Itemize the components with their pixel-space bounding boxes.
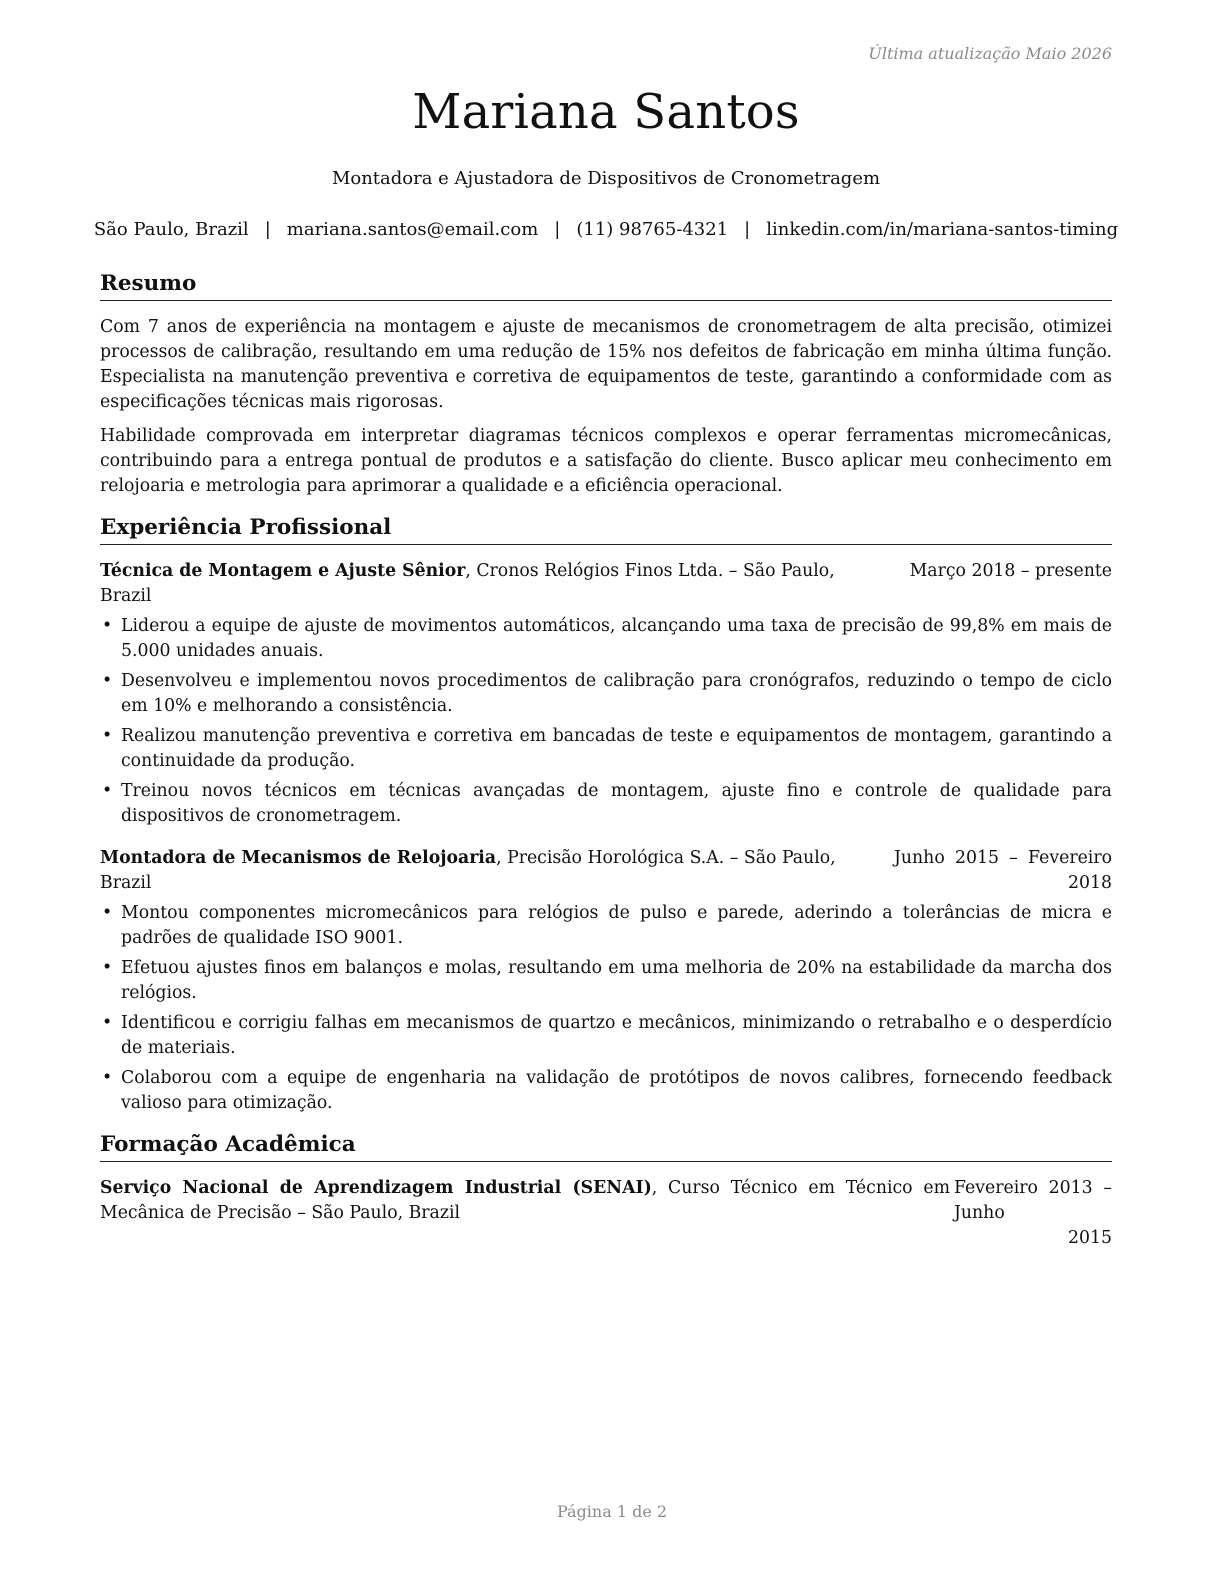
list-item	[100, 669, 1112, 719]
bullet-text: Montou componentes micromecânicos para relógios de pulso e parede, aderindo a tolerâncias de micra e padrões de qualidade ISO 9001.	[121, 903, 1112, 948]
bullet-icon: •	[102, 726, 113, 746]
list-item	[100, 1011, 1112, 1061]
section-heading-education: Formação Acadêmica	[100, 1130, 1112, 1162]
bullet-icon: •	[102, 1013, 113, 1033]
bullet-text: Desenvolveu e implementou novos procedimentos de calibração para cronógrafos, reduzindo o tempo de ciclo em 10% e melhorando a consistência.	[121, 671, 1112, 716]
bullet-text: Colaborou com a equipe de engenharia na validação de protótipos de novos calibres, fornecendo feedback valioso para otimização.	[121, 1068, 1112, 1113]
last-updated: Última atualização Maio 2026	[868, 44, 1112, 63]
job-header	[100, 559, 1112, 609]
list-item	[100, 614, 1112, 664]
education-dates	[950, 1176, 1112, 1251]
job-bullets	[100, 901, 1112, 1116]
education-section	[100, 1130, 1112, 1251]
summary-paragraph: Com 7 anos de experiência na montagem e ajuste de mecanismos de cronometragem de alta precisão, otimizei processos de calibração, resultando em uma redução de 15% nos defeitos de fabricação em minha última função. Especialista na manutenção preventiva e corretiva de equipamentos de teste, garantindo a conformidade com as especificações técnicas mais rigorosas.	[100, 317, 1112, 412]
bullet-text: Realizou manutenção preventiva e corretiva em bancadas de teste e equipamentos de montagem, garantindo a continuidade da produção.	[121, 726, 1112, 771]
education-dates-year: 2015	[1068, 1228, 1112, 1248]
list-item	[100, 901, 1112, 951]
contact-linkedin[interactable]: linkedin.com/in/mariana-santos-timing	[766, 219, 1119, 240]
bullet-icon: •	[102, 671, 113, 691]
job-entry	[100, 846, 1112, 1116]
resume-page	[93, 0, 1119, 1584]
bullet-icon: •	[102, 616, 113, 636]
education-dates-line: Fevereiro 2013 – Junho	[954, 1178, 1112, 1223]
job-title-line	[100, 559, 870, 609]
job-bullets	[100, 614, 1112, 829]
education-program: , Curso Técnico em Técnico em Mecânica de Precisão – São Paulo, Brazil	[100, 1178, 950, 1223]
page-number: Página 1 de 2	[556, 1502, 668, 1521]
job-company: , Precisão Horológica S.A. – São Paulo, Brazil	[100, 848, 836, 893]
experience-section	[100, 513, 1112, 1116]
list-item	[100, 779, 1112, 829]
job-company: , Cronos Relógios Finos Ltda. – São Paulo, Brazil	[100, 561, 835, 606]
bullet-icon: •	[102, 781, 113, 801]
bullet-text: Liderou a equipe de ajuste de movimentos automáticos, alcançando uma taxa de precisão de 99,8% em mais de 5.000 unidades anuais.	[121, 616, 1112, 661]
job-header	[100, 846, 1112, 896]
job-dates: Março 2018 – presente	[909, 561, 1112, 581]
contact-separator: |	[264, 219, 271, 240]
summary-section	[100, 269, 1112, 499]
education-entry	[100, 1176, 1112, 1251]
job-dates-line: Junho 2015 – Fevereiro	[894, 848, 1112, 868]
contact-bar	[88, 219, 1124, 240]
resume-content	[100, 269, 1112, 1265]
list-item	[100, 956, 1112, 1006]
job-title-line	[100, 846, 876, 896]
job-entry	[100, 559, 1112, 829]
bullet-text: Treinou novos técnicos em técnicas avançadas de montagem, ajuste fino e controle de qualidade para dispositivos de cronometragem.	[121, 781, 1112, 826]
summary-paragraph: Habilidade comprovada em interpretar diagramas técnicos complexos e operar ferramentas micromecânicas, contribuindo para a entrega pontual de produtos e a satisfação do cliente. Busco aplicar meu conhecimento em relojoaria e metrologia para aprimorar a qualidade e a eficiência operacional.	[100, 426, 1112, 496]
bullet-icon: •	[102, 958, 113, 978]
section-heading-experience: Experiência Profissional	[100, 513, 1112, 545]
contact-separator: |	[554, 219, 561, 240]
job-title: Montadora e Ajustadora de Dispositivos de Cronometragem	[331, 168, 881, 189]
list-item	[100, 724, 1112, 774]
education-institution: Serviço Nacional de Aprendizagem Industrial (SENAI)	[100, 1178, 652, 1198]
list-item	[100, 1066, 1112, 1116]
section-heading-summary: Resumo	[100, 269, 1112, 301]
contact-separator: |	[744, 219, 751, 240]
job-role: Montadora de Mecanismos de Relojoaria	[100, 848, 497, 868]
bullet-text: Efetuou ajustes finos em balanços e molas, resultando em uma melhoria de 20% na estabilidade da marcha dos relógios.	[121, 958, 1112, 1003]
job-role: Técnica de Montagem e Ajuste Sênior	[100, 561, 466, 581]
bullet-text: Identificou e corrigiu falhas em mecanismos de quartzo e mecânicos, minimizando o retrabalho e o desperdício de materiais.	[121, 1013, 1112, 1058]
bullet-icon: •	[102, 903, 113, 923]
contact-email[interactable]: mariana.santos@email.com	[286, 219, 539, 240]
education-title-line	[100, 1176, 950, 1251]
bullet-icon: •	[102, 1068, 113, 1088]
job-dates	[876, 846, 1112, 896]
contact-phone[interactable]: (11) 98765-4321	[576, 219, 729, 240]
candidate-name: Mariana Santos	[412, 84, 800, 140]
job-dates-year: 2018	[1068, 873, 1112, 893]
contact-location: São Paulo, Brazil	[93, 219, 249, 240]
